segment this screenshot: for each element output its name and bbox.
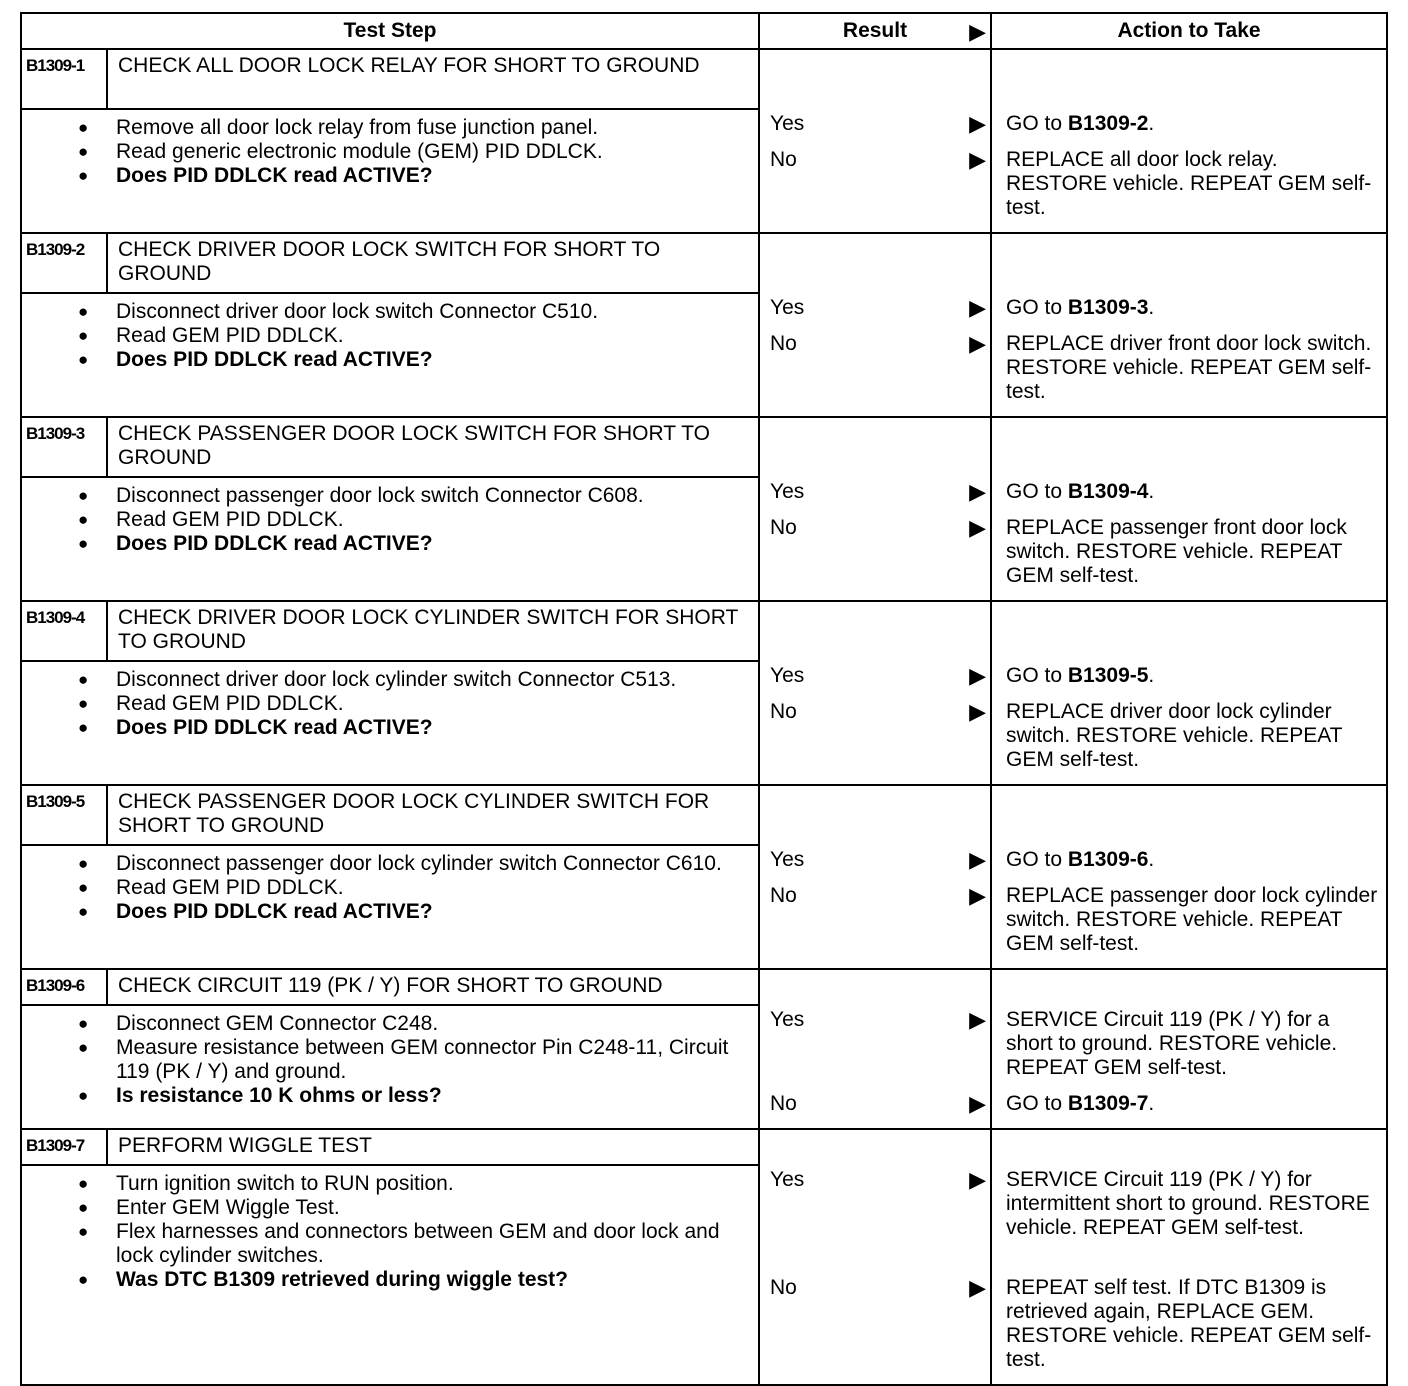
test-step-cell	[21, 1129, 759, 1385]
action-cell	[991, 233, 1387, 417]
step-bullet: ● Does PID DDLCK read ACTIVE?	[116, 532, 748, 556]
arrow-right-icon: ▶	[969, 1007, 986, 1032]
table-header-row	[21, 13, 1387, 49]
result-line	[760, 1168, 990, 1276]
action-step-ref: B1309-7	[1067, 1092, 1149, 1115]
action-cell	[991, 49, 1387, 233]
arrow-right-icon: ▶	[969, 147, 986, 172]
test-step-row	[21, 785, 1387, 969]
step-header	[22, 1130, 758, 1166]
step-bullet: ● Does PID DDLCK read ACTIVE?	[116, 348, 748, 372]
step-id: B1309-5	[22, 786, 108, 844]
arrow-right-icon: ▶	[969, 1167, 986, 1192]
action-text	[992, 516, 1386, 600]
step-title: CHECK CIRCUIT 119 (PK / Y) FOR SHORT TO GROUND	[118, 974, 663, 997]
action-text	[992, 1276, 1386, 1384]
action-text	[992, 332, 1386, 416]
test-step-cell	[21, 417, 759, 601]
action-body: SERVICE Circuit 119 (PK / Y) for a short to ground. RESTORE vehicle. REPEAT GEM self-test.	[1006, 1008, 1338, 1079]
action-tail: .	[1148, 296, 1155, 319]
action-step-ref: B1309-6	[1067, 848, 1149, 871]
step-bullet: ● Read generic electronic module (GEM) PID DDLCK.	[116, 140, 748, 164]
result-line	[760, 700, 990, 784]
result-cell	[759, 233, 991, 417]
result-line	[760, 112, 990, 148]
result-label: Yes	[770, 1168, 805, 1191]
test-step-row	[21, 417, 1387, 601]
result-line	[760, 296, 990, 332]
step-id: B1309-7	[22, 1130, 108, 1164]
result-label: Yes	[770, 112, 805, 135]
step-bullet: ● Does PID DDLCK read ACTIVE?	[116, 164, 748, 188]
action-body: GO to	[1006, 480, 1068, 503]
result-label: No	[770, 148, 797, 171]
action-body: GO to	[1006, 664, 1068, 687]
step-bullet: ● Read GEM PID DDLCK.	[116, 876, 748, 900]
step-title: CHECK PASSENGER DOOR LOCK CYLINDER SWITCH FOR SHORT TO GROUND	[118, 790, 710, 837]
action-text	[992, 848, 1386, 884]
test-step-row	[21, 969, 1387, 1129]
step-bullet: ● Is resistance 10 K ohms or less?	[116, 1084, 748, 1108]
arrow-right-icon: ▶	[969, 515, 986, 540]
arrow-right-icon: ▶	[969, 883, 986, 908]
action-body: REPLACE passenger door lock cylinder switch. RESTORE vehicle. REPEAT GEM self-test.	[1006, 884, 1378, 955]
result-label: Yes	[770, 664, 805, 687]
arrow-right-icon: ▶	[969, 663, 986, 688]
action-cell	[991, 1129, 1387, 1385]
action-tail: .	[1148, 112, 1155, 135]
step-bullet: ● Does PID DDLCK read ACTIVE?	[116, 900, 748, 924]
action-body: REPLACE driver front door lock switch. RESTORE vehicle. REPEAT GEM self-test.	[1006, 332, 1372, 403]
result-label: Yes	[770, 848, 805, 871]
action-text	[992, 1092, 1386, 1128]
action-body: GO to	[1006, 112, 1068, 135]
arrow-right-icon: ▶	[969, 1275, 986, 1300]
step-bullet: ● Disconnect passenger door lock cylinder switch Connector C610.	[116, 852, 748, 876]
test-step-row	[21, 1129, 1387, 1385]
action-text	[992, 112, 1386, 148]
action-body: REPLACE all door lock relay. RESTORE vehicle. REPEAT GEM self-test.	[1006, 148, 1372, 219]
arrow-right-icon: ▶	[969, 19, 986, 44]
result-cell	[759, 785, 991, 969]
result-line	[760, 848, 990, 884]
step-header	[22, 418, 758, 478]
action-body: REPLACE driver door lock cylinder switch. RESTORE vehicle. REPEAT GEM self-test.	[1006, 700, 1343, 771]
step-id: B1309-6	[22, 970, 108, 1004]
result-label: No	[770, 700, 797, 723]
action-text	[992, 480, 1386, 516]
action-tail: .	[1148, 664, 1155, 687]
action-body: REPLACE passenger front door lock switch. RESTORE vehicle. REPEAT GEM self-test.	[1006, 516, 1347, 587]
step-bullet-list	[22, 1006, 758, 1114]
step-bullet: ● Measure resistance between GEM connector Pin C248-11, Circuit 119 (PK / Y) and ground.	[116, 1036, 748, 1084]
result-cell	[759, 49, 991, 233]
action-body: SERVICE Circuit 119 (PK / Y) for intermittent short to ground. RESTORE vehicle. REPEAT GEM self-test.	[1006, 1168, 1370, 1239]
action-step-ref: B1309-3	[1067, 296, 1149, 319]
action-text	[992, 700, 1386, 784]
action-step-ref: B1309-5	[1067, 664, 1149, 687]
result-label: No	[770, 332, 797, 355]
result-cell	[759, 969, 991, 1129]
arrow-right-icon: ▶	[969, 331, 986, 356]
action-tail: .	[1148, 1092, 1155, 1115]
result-cell	[759, 601, 991, 785]
result-label: No	[770, 884, 797, 907]
action-body: REPEAT self test. If DTC B1309 is retrieved again, REPLACE GEM. RESTORE vehicle. REPEAT GEM self-test.	[1006, 1276, 1372, 1371]
step-bullet-list	[22, 846, 758, 930]
action-cell	[991, 969, 1387, 1129]
step-header	[22, 50, 758, 110]
action-body: GO to	[1006, 296, 1068, 319]
action-cell	[991, 785, 1387, 969]
action-text	[992, 1008, 1386, 1092]
action-text	[992, 884, 1386, 968]
step-title: PERFORM WIGGLE TEST	[118, 1134, 372, 1157]
pinpoint-test-page	[20, 12, 1386, 1386]
test-step-cell	[21, 969, 759, 1129]
step-bullet: ● Disconnect driver door lock cylinder switch Connector C513.	[116, 668, 748, 692]
step-bullet: ● Flex harnesses and connectors between GEM and door lock and lock cylinder switches.	[116, 1220, 748, 1268]
arrow-right-icon: ▶	[969, 699, 986, 724]
action-text	[992, 1168, 1386, 1276]
result-line	[760, 1008, 990, 1092]
header-test-step: Test Step	[21, 13, 759, 49]
step-title: CHECK DRIVER DOOR LOCK SWITCH FOR SHORT TO GROUND	[118, 238, 661, 285]
step-bullet-list	[22, 110, 758, 194]
action-cell	[991, 601, 1387, 785]
step-bullet: ● Disconnect GEM Connector C248.	[116, 1012, 748, 1036]
header-action: Action to Take	[991, 13, 1387, 49]
step-bullet: ● Was DTC B1309 retrieved during wiggle test?	[116, 1268, 748, 1292]
step-bullet: ● Disconnect driver door lock switch Connector C510.	[116, 300, 748, 324]
step-id: B1309-4	[22, 602, 108, 660]
test-step-cell	[21, 601, 759, 785]
step-bullet: ● Read GEM PID DDLCK.	[116, 692, 748, 716]
step-bullet-list	[22, 294, 758, 378]
step-title: CHECK ALL DOOR LOCK RELAY FOR SHORT TO GROUND	[118, 54, 700, 77]
result-cell	[759, 417, 991, 601]
result-line	[760, 664, 990, 700]
test-step-cell	[21, 233, 759, 417]
step-bullet: ● Turn ignition switch to RUN position.	[116, 1172, 748, 1196]
result-line	[760, 884, 990, 968]
action-step-ref: B1309-2	[1067, 112, 1149, 135]
action-step-ref: B1309-4	[1067, 480, 1149, 503]
arrow-right-icon: ▶	[969, 847, 986, 872]
header-result	[759, 13, 991, 49]
step-bullet: ● Enter GEM Wiggle Test.	[116, 1196, 748, 1220]
result-line	[760, 516, 990, 600]
step-bullet: ● Read GEM PID DDLCK.	[116, 324, 748, 348]
step-bullet: ● Does PID DDLCK read ACTIVE?	[116, 716, 748, 740]
arrow-right-icon: ▶	[969, 1091, 986, 1116]
result-cell	[759, 1129, 991, 1385]
step-title: CHECK PASSENGER DOOR LOCK SWITCH FOR SHORT TO GROUND	[118, 422, 710, 469]
result-line	[760, 1092, 990, 1128]
step-id: B1309-1	[22, 50, 108, 108]
test-step-cell	[21, 49, 759, 233]
step-title: CHECK DRIVER DOOR LOCK CYLINDER SWITCH FOR SHORT TO GROUND	[118, 606, 738, 653]
header-result-label: Result	[842, 19, 908, 42]
step-bullet: ● Read GEM PID DDLCK.	[116, 508, 748, 532]
step-bullet: ● Disconnect passenger door lock switch Connector C608.	[116, 484, 748, 508]
arrow-right-icon: ▶	[969, 479, 986, 504]
test-step-row	[21, 49, 1387, 233]
step-id: B1309-3	[22, 418, 108, 476]
result-label: No	[770, 1092, 797, 1115]
action-cell	[991, 417, 1387, 601]
step-bullet-list	[22, 478, 758, 562]
result-line	[760, 1276, 990, 1384]
result-line	[760, 480, 990, 516]
test-step-row	[21, 601, 1387, 785]
step-header	[22, 234, 758, 294]
pinpoint-test-table	[20, 12, 1388, 1386]
step-header	[22, 786, 758, 846]
result-line	[760, 332, 990, 416]
action-text	[992, 664, 1386, 700]
step-header	[22, 970, 758, 1006]
action-text	[992, 296, 1386, 332]
result-label: Yes	[770, 296, 805, 319]
action-tail: .	[1148, 848, 1155, 871]
result-label: No	[770, 516, 797, 539]
step-id: B1309-2	[22, 234, 108, 292]
step-bullet: ● Remove all door lock relay from fuse junction panel.	[116, 116, 748, 140]
result-label: Yes	[770, 1008, 805, 1031]
action-body: GO to	[1006, 1092, 1068, 1115]
result-line	[760, 148, 990, 232]
arrow-right-icon: ▶	[969, 111, 986, 136]
result-label: Yes	[770, 480, 805, 503]
test-step-row	[21, 233, 1387, 417]
result-label: No	[770, 1276, 797, 1299]
arrow-right-icon: ▶	[969, 295, 986, 320]
step-header	[22, 602, 758, 662]
test-steps-body	[21, 49, 1387, 1385]
step-bullet-list	[22, 1166, 758, 1298]
action-body: GO to	[1006, 848, 1068, 871]
test-step-cell	[21, 785, 759, 969]
action-text	[992, 148, 1386, 232]
step-bullet-list	[22, 662, 758, 746]
action-tail: .	[1148, 480, 1155, 503]
